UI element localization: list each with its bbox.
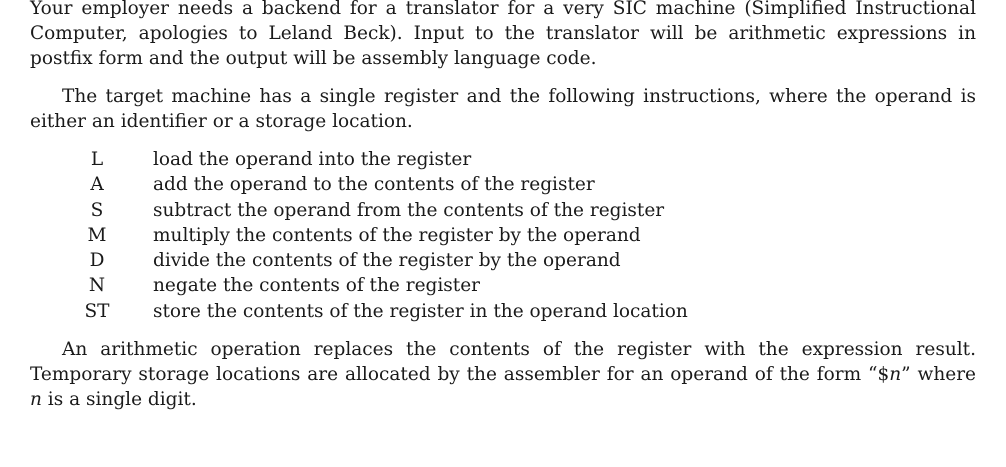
instruction-list xyxy=(30,147,976,324)
opcode: M xyxy=(87,224,107,246)
opcode-description: add the operand to the contents of the register xyxy=(153,174,595,196)
opcode-description: multiply the contents of the register by the operand xyxy=(153,224,641,246)
opcode: N xyxy=(88,275,106,297)
opcode: D xyxy=(89,250,105,272)
operation-paragraph xyxy=(30,337,976,412)
instruction-row xyxy=(30,299,976,324)
opcode: L xyxy=(90,149,104,170)
opcode-description: subtract the operand from the contents of the register xyxy=(153,199,665,221)
opcode-description: load the operand into the register xyxy=(153,149,472,170)
instruction-row xyxy=(30,273,976,298)
operation-text: An arithmetic operation replaces the contents of the register with the expression result. Temporary storage locations are allocated by the assembler for an operand of the form “$ xyxy=(30,339,976,386)
opcode: A xyxy=(90,174,104,196)
opcode-description: divide the contents of the register by the operand xyxy=(153,250,621,272)
variable-n: n xyxy=(30,389,42,411)
instruction-row xyxy=(30,223,976,248)
instruction-row xyxy=(30,248,976,273)
opcode: ST xyxy=(84,300,110,322)
operation-text: is a single digit. xyxy=(41,389,197,411)
document-body xyxy=(30,0,976,412)
opcode-description: store the contents of the register in the operand location xyxy=(153,300,688,322)
instruction-row xyxy=(30,147,976,172)
opcode: S xyxy=(90,199,104,221)
operation-text: ” where xyxy=(901,364,976,386)
instruction-row xyxy=(30,172,976,197)
opcode-description: negate the contents of the register xyxy=(153,275,481,297)
machine-paragraph: The target machine has a single register and the following instructions, where the operand is either an identifier or a storage location. xyxy=(30,86,976,132)
intro-paragraph: Your employer needs a backend for a translator for a very SIC machine (Simplified Instructional Computer, apologies to Leland Beck). Input to the translator will be arithmetic expressions in postfix form and the output will be assembly language code. xyxy=(30,0,976,69)
variable-n: n xyxy=(889,364,902,386)
instruction-row xyxy=(30,198,976,223)
